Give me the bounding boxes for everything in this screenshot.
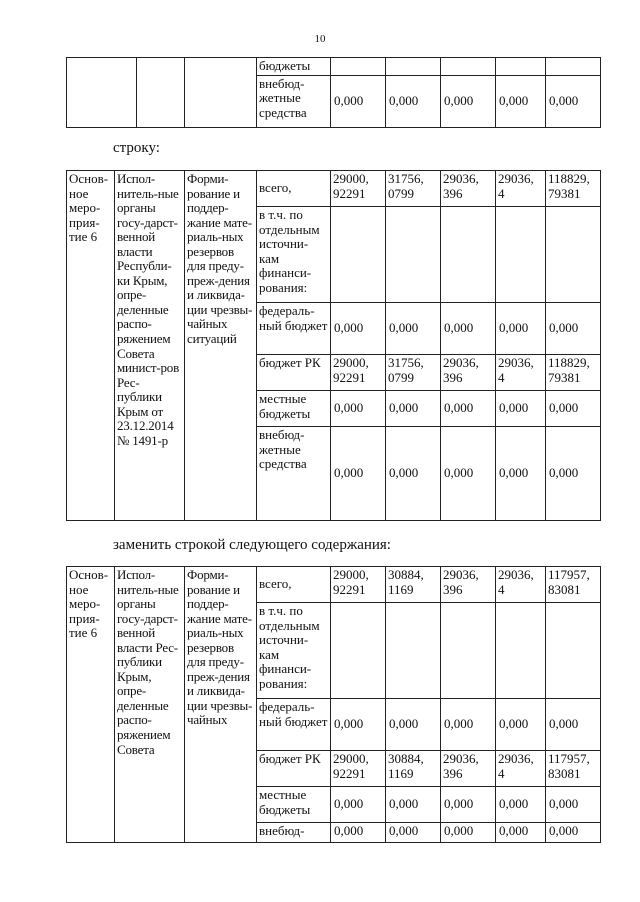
- value-cell: 29036, 4: [496, 355, 546, 391]
- value-cell: 0,000: [386, 391, 441, 427]
- value-cell: 0,000: [331, 427, 386, 521]
- source-cell: внебюд-жетные средства: [257, 427, 331, 521]
- caption-old-row: строку:: [113, 140, 160, 156]
- value-cell: 118829, 79381: [546, 171, 601, 207]
- empty-cell: [185, 58, 257, 128]
- activity-cell: Основ-ное меро-прия-тие 6: [67, 567, 115, 843]
- top-table-fragment: [66, 57, 601, 128]
- value-cell: 0,000: [546, 75, 601, 127]
- value-cell: 0,000: [546, 391, 601, 427]
- value-cell: 29000, 92291: [331, 567, 386, 603]
- value-cell: 117957, 83081: [546, 567, 601, 603]
- source-cell: местные бюджеты: [257, 391, 331, 427]
- source-cell: федераль-ный бюджет: [257, 699, 331, 751]
- value-cell: 0,000: [441, 699, 496, 751]
- caption-new-row: заменить строкой следующего содержания:: [113, 537, 391, 553]
- value-cell: 0,000: [496, 391, 546, 427]
- value-cell: 0,000: [546, 787, 601, 823]
- value-cell: 30884, 1169: [386, 567, 441, 603]
- value-cell: 0,000: [386, 427, 441, 521]
- value-cell: 117957, 83081: [546, 751, 601, 787]
- value-cell: 29000, 92291: [331, 751, 386, 787]
- value-cell: 118829, 79381: [546, 355, 601, 391]
- empty-cell: [137, 58, 185, 128]
- new-row-table: [66, 566, 601, 843]
- value-cell: 29036, 396: [441, 355, 496, 391]
- value-cell: 0,000: [496, 75, 546, 127]
- old-row-table: [66, 170, 601, 521]
- activity-cell: Основ-ное меро-прия-тие 6: [67, 171, 115, 521]
- value-cell: 0,000: [386, 823, 441, 843]
- value-cell: 29000, 92291: [331, 355, 386, 391]
- value-cell: 0,000: [441, 75, 496, 127]
- executors-cell: Испол-нитель-ные органы госу-дарст-венной власти Республи-ки Крым, опре-деленные распо-ряжением Совета минист-ров Рес-публики Крым от 23.12.2014 № 1491-р: [115, 171, 185, 521]
- activity-name-cell: Форми-рование и поддер-жание мате-риаль-ных резервов для преду-преж-дения и ликвида-ции чрезвы-чайных: [185, 567, 257, 843]
- value-cell: 0,000: [546, 427, 601, 521]
- source-cell: в т.ч. по отдельным источни-кам финанси-рования:: [257, 603, 331, 699]
- value-cell: 0,000: [331, 303, 386, 355]
- value-cell: 0,000: [496, 699, 546, 751]
- value-cell: 29036, 396: [441, 567, 496, 603]
- value-cell: 0,000: [386, 303, 441, 355]
- source-cell: внебюд-: [257, 823, 331, 843]
- source-cell: бюджет РК: [257, 355, 331, 391]
- value-cell: 0,000: [496, 303, 546, 355]
- value-cell: 0,000: [441, 787, 496, 823]
- source-cell: в т.ч. по отдельным источни-кам финанси-рования:: [257, 207, 331, 303]
- source-cell: бюджеты: [257, 58, 331, 76]
- value-cell: 29036, 4: [496, 751, 546, 787]
- page-number: 10: [314, 33, 326, 45]
- value-cell: 0,000: [331, 787, 386, 823]
- value-cell: 30884, 1169: [386, 751, 441, 787]
- value-cell: 31756, 0799: [386, 355, 441, 391]
- source-cell: внебюд-жетные средства: [257, 75, 331, 127]
- value-cell: 0,000: [331, 699, 386, 751]
- source-cell: местные бюджеты: [257, 787, 331, 823]
- value-cell: 0,000: [386, 75, 441, 127]
- value-cell: 0,000: [441, 823, 496, 843]
- value-cell: 0,000: [331, 75, 386, 127]
- value-cell: 0,000: [331, 823, 386, 843]
- value-cell: 31756, 0799: [386, 171, 441, 207]
- value-cell: 0,000: [441, 427, 496, 521]
- executors-cell: Испол-нитель-ные органы госу-дарст-венной власти Рес-публики Крым, опре-деленные распо-ряжением Совета: [115, 567, 185, 843]
- value-cell: 29036, 396: [441, 171, 496, 207]
- value-cell: 0,000: [546, 823, 601, 843]
- value-cell: 29036, 4: [496, 171, 546, 207]
- value-cell: 0,000: [441, 303, 496, 355]
- source-cell: федераль-ный бюджет: [257, 303, 331, 355]
- value-cell: 0,000: [496, 787, 546, 823]
- value-cell: 0,000: [331, 391, 386, 427]
- value-cell: 0,000: [386, 699, 441, 751]
- value-cell: 0,000: [546, 303, 601, 355]
- value-cell: 29036, 4: [496, 567, 546, 603]
- value-cell: 0,000: [386, 787, 441, 823]
- source-cell: всего,: [257, 567, 331, 603]
- source-cell: всего,: [257, 171, 331, 207]
- value-cell: 0,000: [496, 823, 546, 843]
- value-cell: 0,000: [496, 427, 546, 521]
- value-cell: 29000, 92291: [331, 171, 386, 207]
- empty-cell: [67, 58, 137, 128]
- source-cell: бюджет РК: [257, 751, 331, 787]
- value-cell: 29036, 396: [441, 751, 496, 787]
- value-cell: 0,000: [546, 699, 601, 751]
- activity-name-cell: Форми-рование и поддер-жание мате-риаль-ных резервов для преду-преж-дения и ликвида-ции чрезвы-чайных ситуаций: [185, 171, 257, 521]
- value-cell: 0,000: [441, 391, 496, 427]
